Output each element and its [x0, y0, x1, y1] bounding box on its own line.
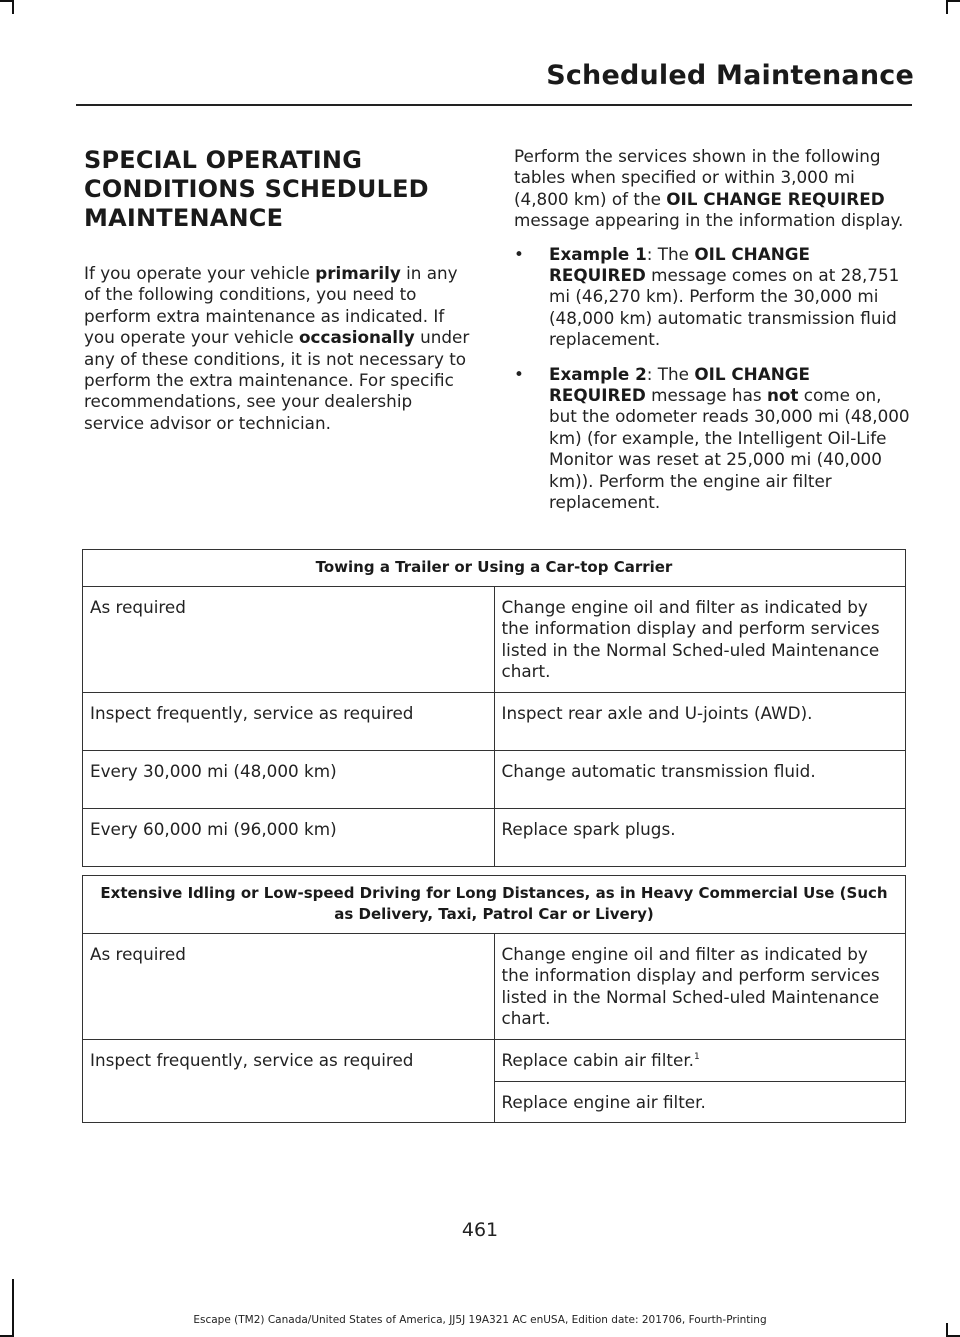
example-1-item: • Example 1: The OIL CHANGE REQUIRED message comes on at 28,751 mi (46,270 km). Perform the 30,000 mi (48,000 km) automatic transmission fluid replacement. — [514, 243, 900, 350]
table-header-row — [83, 876, 906, 934]
interval-cell: Inspect frequently, service as required — [83, 692, 495, 750]
service-cell: Change engine oil and filter as indicated by the information display and perform services listed in the Normal Sched-uled Maintenance chart. — [494, 587, 906, 693]
footer-edition-text: Escape (TM2) Canada/United States of America, JJ5J 19A321 AC enUSA, Edition date: 201706, Fourth-Printing — [193, 1314, 767, 1326]
table-row — [83, 692, 906, 750]
crop-mark-top-right — [946, 0, 960, 2]
interval-cell: As required — [83, 934, 495, 1040]
example-2-item: • Example 2: The OIL CHANGE REQUIRED message has not come on, but the odometer reads 30,000 mi (48,000 km) (for example, the Intelligent Oil-Life Monitor was reset at 25,000 mi (40,000 km)). Perform the engine air filter replacement. — [514, 363, 910, 513]
table-row — [83, 808, 906, 866]
section-heading: SPECIAL OPERATING CONDITIONS SCHEDULED MAINTENANCE — [84, 146, 429, 232]
interval-cell: Every 30,000 mi (48,000 km) — [83, 750, 495, 808]
service-cell: Change automatic transmission fluid. — [494, 750, 906, 808]
services-paragraph: Perform the services shown in the following tables when specified or within 3,000 mi (4,800 km) of the OIL CHANGE REQUIRED message appearing in the information display. — [514, 146, 904, 231]
table-row — [83, 750, 906, 808]
service-cell: Inspect rear axle and U-joints (AWD). — [494, 692, 906, 750]
bullet-icon: • — [514, 243, 524, 264]
crop-mark-top-left — [12, 0, 14, 14]
right-column — [514, 146, 910, 527]
footnote-marker: 1 — [694, 1051, 700, 1062]
header-rule — [76, 104, 912, 106]
crop-mark-top-right — [946, 0, 948, 14]
intro-paragraph: If you operate your vehicle primarily in any of the following conditions, you need to perform extra maintenance as indicated. If you operate your vehicle occasionally under any of these conditions, it is not necessary to perform the extra maintenance. For specific recommendations, see your dealership service advisor or technician. — [84, 263, 470, 433]
service-cell: Replace engine air filter. — [494, 1081, 906, 1122]
examples-list — [514, 244, 910, 514]
table-title: Extensive Idling or Low-speed Driving for Long Distances, as in Heavy Commercial Use (Such as Delivery, Taxi, Patrol Car or Livery) — [83, 876, 906, 934]
interval-cell: Every 60,000 mi (96,000 km) — [83, 808, 495, 866]
service-cell: Replace spark plugs. — [494, 808, 906, 866]
table-header-row — [83, 550, 906, 587]
page-number: 461 — [461, 1219, 499, 1241]
interval-cell: Inspect frequently, service as required — [83, 1039, 495, 1122]
service-cell: Change engine oil and filter as indicated by the information display and perform services listed in the Normal Sched-uled Maintenance chart. — [494, 934, 906, 1040]
crop-mark-bottom-left — [12, 1279, 14, 1337]
left-column — [84, 146, 476, 434]
bullet-icon: • — [514, 363, 524, 384]
towing-table — [82, 549, 906, 867]
table-row — [83, 934, 906, 1040]
service-cell: Replace cabin air filter.$^1$ — [494, 1039, 906, 1081]
table-title: Towing a Trailer or Using a Car-top Carrier — [83, 550, 906, 587]
table-row — [83, 1039, 906, 1081]
table-row — [83, 587, 906, 693]
idling-table — [82, 875, 906, 1123]
interval-cell: As required — [83, 587, 495, 693]
page-header-title: Scheduled Maintenance — [546, 60, 914, 91]
